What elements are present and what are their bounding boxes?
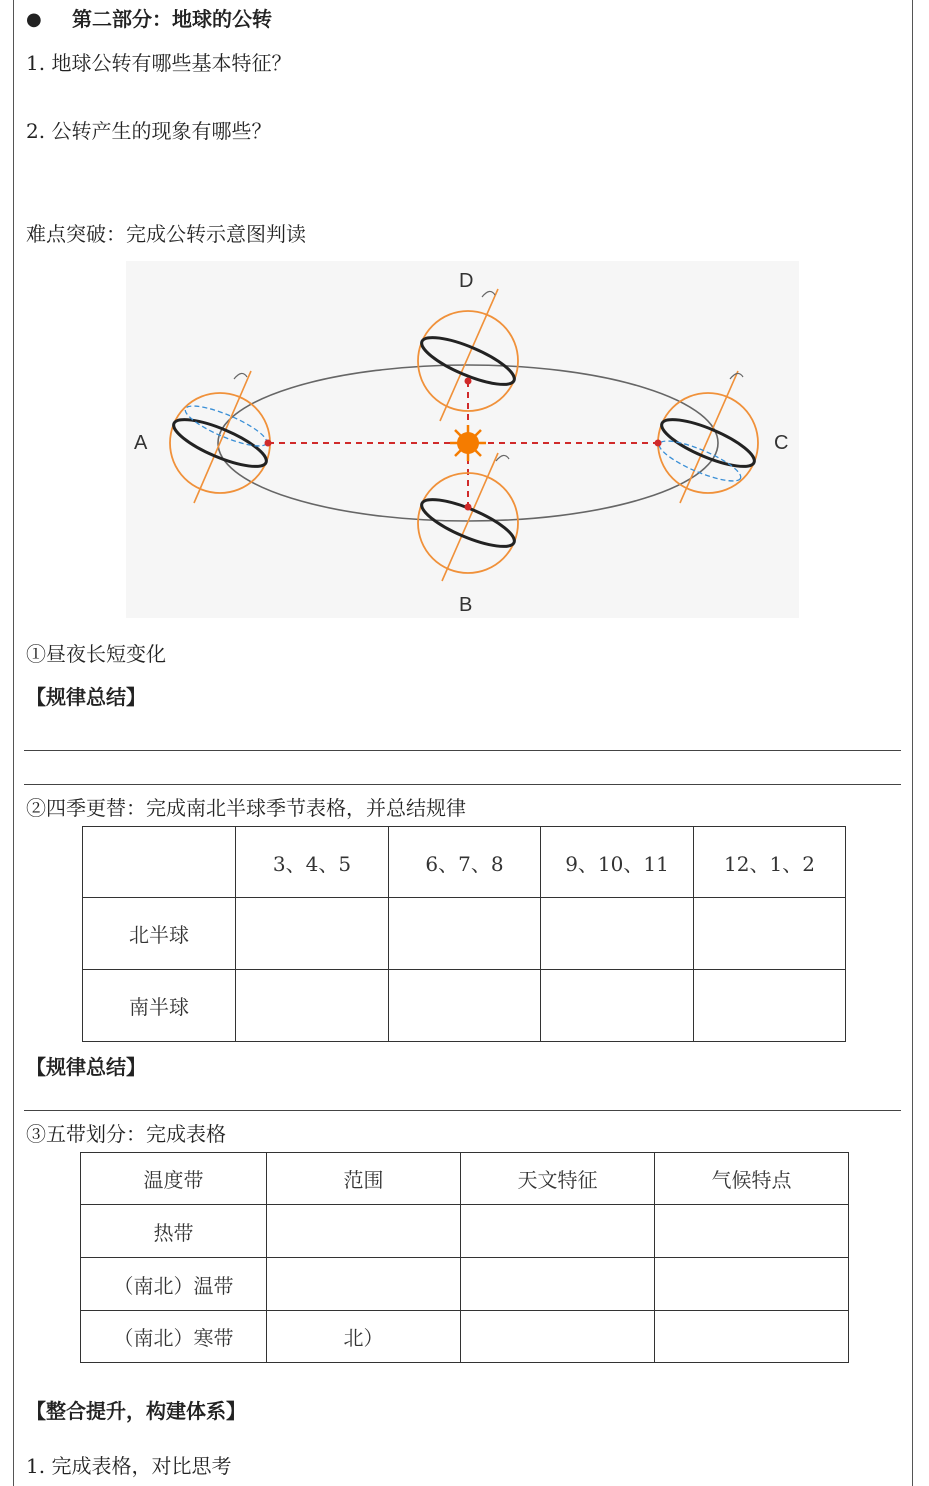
item-zones: ③五带划分：完成表格 <box>26 1122 226 1146</box>
page-left-border <box>13 0 14 1486</box>
header-cell: 天文特征 <box>461 1153 655 1205</box>
blank-cell <box>236 970 389 1042</box>
table-row <box>81 1258 849 1311</box>
header-cell: 9、10、11 <box>541 827 694 898</box>
zone-name: 热带 <box>81 1205 267 1258</box>
revolution-diagram <box>126 261 799 618</box>
label-a: A <box>134 432 148 454</box>
header-cell: 12、1、2 <box>694 827 846 898</box>
bullet: ● <box>26 9 42 30</box>
page-right-border <box>912 0 913 1486</box>
header-cell <box>83 827 236 898</box>
answer-line <box>24 1110 901 1111</box>
table-row <box>81 1311 849 1363</box>
blank-cell <box>541 970 694 1042</box>
final-item: 1. 完成表格，对比思考 <box>26 1454 232 1478</box>
zone-header-row <box>81 1153 849 1205</box>
blank-cell <box>655 1258 849 1311</box>
zone-name: （南北）温带 <box>81 1258 267 1311</box>
blank-cell <box>694 970 846 1042</box>
header-cell: 气候特点 <box>655 1153 849 1205</box>
zone-table <box>80 1152 849 1363</box>
zone-range <box>267 1258 461 1311</box>
row-label: 南半球 <box>83 970 236 1042</box>
zone-range: 北） <box>267 1311 461 1363</box>
label-d: D <box>459 270 474 292</box>
sun-icon <box>450 425 486 461</box>
difficulty-heading: 难点突破：完成公转示意图判读 <box>26 222 306 246</box>
row-label: 北半球 <box>83 898 236 970</box>
header-cell: 范围 <box>267 1153 461 1205</box>
item-day-night: ①昼夜长短变化 <box>26 642 166 666</box>
blank-cell <box>389 970 541 1042</box>
answer-line <box>24 784 901 785</box>
label-b: B <box>459 594 473 616</box>
item-seasons: ②四季更替：完成南北半球季节表格，并总结规律 <box>26 796 466 820</box>
summary-label-2: 【规律总结】 <box>26 1055 146 1079</box>
header-cell: 6、7、8 <box>389 827 541 898</box>
blank-cell <box>461 1311 655 1363</box>
table-row <box>83 898 846 970</box>
blank-cell <box>236 898 389 970</box>
section-heading: 第二部分：地球的公转 <box>72 7 272 31</box>
blank-cell <box>694 898 846 970</box>
header-cell: 3、4、5 <box>236 827 389 898</box>
answer-line <box>24 750 901 751</box>
season-table <box>82 826 846 1042</box>
blank-cell <box>461 1258 655 1311</box>
header-cell: 温度带 <box>81 1153 267 1205</box>
integrate-heading: 【整合提升，构建体系】 <box>26 1399 246 1423</box>
blank-cell <box>655 1311 849 1363</box>
table-row <box>83 970 846 1042</box>
question-2: 2. 公转产生的现象有哪些？ <box>26 119 272 143</box>
table-row <box>81 1205 849 1258</box>
zone-range <box>267 1205 461 1258</box>
summary-label-1: 【规律总结】 <box>26 685 146 709</box>
blank-cell <box>461 1205 655 1258</box>
season-header-row <box>83 827 846 898</box>
question-1: 1. 地球公转有哪些基本特征？ <box>26 51 292 75</box>
blank-cell <box>655 1205 849 1258</box>
blank-cell <box>389 898 541 970</box>
blank-cell <box>541 898 694 970</box>
zone-name: （南北）寒带 <box>81 1311 267 1363</box>
label-c: C <box>774 432 789 454</box>
